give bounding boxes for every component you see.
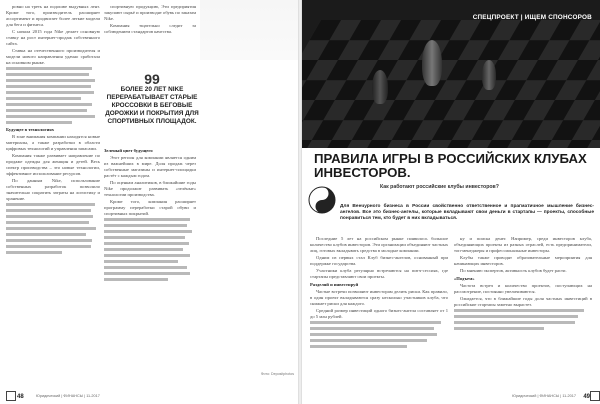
paragraph: В зоне внимания компании находятся новые материалы, а также разработки в области цифровых технологий и управления запасами. — [6, 134, 100, 151]
paragraph: Одним из первых стал Клуб бизнес-ангелов, основанный при поддержке государства. — [310, 255, 448, 266]
yin-yang-icon — [308, 186, 336, 214]
page-number-box — [6, 391, 16, 401]
section-tag: СПЕЦПРОЕКТ | ИЩЕМ СПОНСОРОВ — [472, 14, 592, 21]
paragraph: Последние 5 лет на российском рынке появилось большое количество клубов инвесторов. Эти организации объединяют частных лиц, готовых вкладывать средства в молодые компании. — [310, 236, 448, 253]
sneaker-photo — [200, 0, 298, 60]
pull-quote — [104, 71, 200, 126]
left-col2-bottom — [104, 146, 196, 284]
left-col2-top — [104, 4, 196, 36]
page-number: 49 — [583, 394, 590, 400]
paragraph: По оценкам аналитиков, в ближайшие годы Nike продолжит развивать «зелёные» технологии производства. — [104, 180, 196, 197]
paragraph: Этот регион для компании является одним из важнейших в мире. Доля продаж через собственные магазины и интернет-площадки растёт с каждым годом. — [104, 155, 196, 178]
paragraph: Частые встречи позволяют инвесторам делить риски. Как правило, в один проект вкладываются сразу несколько участников клуба, что снижает риски для каждого. — [310, 289, 448, 306]
subheading: Разделяй и инвестируй — [310, 282, 359, 287]
paragraph: Участники клуба регулярно встречаются на питч-сессиях, где стартапы представляют свои проекты. — [310, 268, 448, 279]
paragraph: Ожидается, что в ближайшие годы доля частных инвестиций в российские стартапы заметно вырастет. — [454, 296, 592, 307]
right-col2 — [454, 236, 592, 333]
body-text-lines — [6, 203, 100, 254]
article-headline: ПРАВИЛА ИГРЫ В РОССИЙСКИХ КЛУБАХ ИНВЕСТОРОВ. — [314, 151, 587, 180]
subheading: Зеленый цвет будущего — [104, 148, 153, 153]
body-text-lines — [310, 321, 448, 348]
paragraph: С начала 2015 года Nike делает основную ставку на рост интернет-продаж собственного сайта. — [6, 29, 100, 46]
paragraph: Кроме того, компания расширяет программу переработки старой обуви и спортивных покрытий. — [104, 199, 196, 216]
pull-quote-text: БОЛЕЕ 20 ЛЕТ NIKE ПЕРЕРАБАТЫВАЕТ СТАРЫЕ КРОССОВКИ В БЕГОВЫЕ ДОРОЖКИ И ПОКРЫТИЯ ДЛЯ СПОРТИВНЫХ ПЛОЩАДОК. — [105, 86, 199, 125]
paragraph: Средний размер инвестиций одного бизнес-ангела составляет от 1 до 5 млн рублей. — [310, 308, 448, 319]
paragraph: По данным Nike, использование собственных разработок позволило значительно сократить затраты на логистику и хранение. — [6, 178, 100, 201]
paragraph: спортивную продукцию, Эти предприятия закупают сырьё и производят обувь по заказам Nike. — [104, 4, 196, 21]
body-text-lines — [6, 67, 100, 124]
quote-mark-icon: 99 — [144, 71, 160, 87]
page-number: 48 — [17, 394, 24, 400]
article-subhead: Как работают российские клубы инвесторов? — [380, 184, 499, 190]
left-col1 — [6, 4, 100, 257]
page-number-box — [590, 391, 600, 401]
right-page — [302, 0, 600, 404]
article-lede: Для Венчурного бизнеса в России свойственно ответственное и прагматичное мышление бизнес-ангелов. Все это бизнес-ангелы, которые вкладывают свои деньги в стартапы — проекты, способные понравиться тем, кто будет в них вкладываться. — [340, 204, 594, 221]
page-footer: Юридический | ФИНАНСЫ | 11-2017 — [36, 394, 100, 398]
paragraph: По мнению экспертов, активность клубов будет расти. — [460, 268, 567, 273]
paragraph: Ставка на отечественного производителя и модели нового направления удачно сработала на основном рынке. — [6, 48, 100, 65]
subheading: «Подъем» — [454, 276, 475, 281]
subheading: Будущее в технологиях — [6, 127, 55, 132]
paragraph: Клубы также проводят образовательные мероприятия для начинающих инвесторов. — [454, 255, 592, 266]
paragraph: Компания также развивает направление по продаже одежды для женщин и детей. Весь спектр производства – это новые технологии, эффективное использование ресурсов. — [6, 153, 100, 176]
body-text-lines — [454, 309, 592, 330]
paragraph: Компания тщательно следит за соблюдением стандартов качества. — [104, 23, 196, 34]
photo-credit: Фото: Depositphotos — [260, 372, 294, 376]
left-page — [0, 0, 298, 404]
paragraph: ровно на треть на подошве выдувных лент. Кроме того, производитель расширяет ассортимент и продвигает более легкие модели для бега и фитнеса. — [6, 4, 100, 27]
paragraph: ну и поиска денег. Например, среди инвесторов клуба, объединяющих проекты из разных отраслей, есть предприниматели, топ-менеджеры и профессиональные инвесторы. — [454, 236, 592, 253]
chess-board-photo — [302, 0, 600, 148]
page-footer: Юридический | ФИНАНСЫ | 11-2017 — [512, 394, 576, 398]
right-col1 — [310, 236, 448, 351]
paragraph: Частота встреч и количество проектов, поступающих на рассмотрение, постоянно увеличиваются. — [454, 283, 592, 294]
body-text-lines — [104, 218, 196, 281]
